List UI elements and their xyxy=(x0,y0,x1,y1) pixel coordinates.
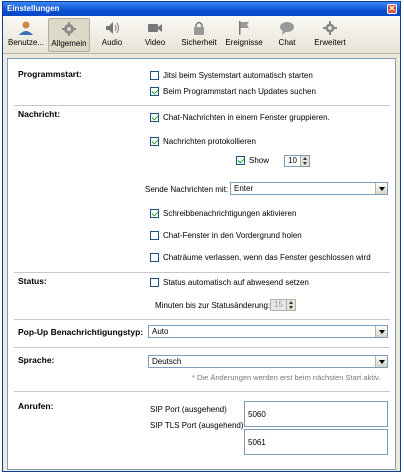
history-count-stepper[interactable] xyxy=(284,155,310,167)
restart-note: * Die Änderungen werden erst beim nächsten Start aktiv. xyxy=(192,373,381,382)
show-history-label: Show xyxy=(249,156,270,165)
settings-panel xyxy=(7,58,396,470)
autostart-label: Jitsi beim Systemstart automatisch starten xyxy=(163,71,313,80)
typing-notifications-label: Schreibbenachrichtigungen aktivieren xyxy=(163,209,297,218)
tab-label: Sicherheit xyxy=(181,38,217,47)
window-title: Einstellungen xyxy=(7,4,60,13)
divider xyxy=(14,272,390,273)
divider xyxy=(14,105,390,106)
stepper-buttons[interactable] xyxy=(286,300,295,310)
autostart-checkbox[interactable] xyxy=(150,71,159,80)
popup-type-value: Auto xyxy=(152,327,169,336)
popup-type-select[interactable] xyxy=(148,325,388,338)
tab-sicherheit[interactable] xyxy=(177,18,221,52)
flag-icon xyxy=(235,20,253,36)
sip-tls-port-input[interactable]: 5061 xyxy=(244,429,388,455)
away-minutes-value: 15 xyxy=(274,300,283,309)
bring-to-front-label: Chat-Fenster in den Vordergrund holen xyxy=(163,231,302,240)
settings-toolbar xyxy=(3,16,400,54)
tab-video[interactable] xyxy=(136,18,174,52)
popup-type-label: Pop-Up Benachrichtigungstyp: xyxy=(18,327,144,337)
tab-label: Ereignisse xyxy=(225,38,263,47)
chevron-down-icon[interactable] xyxy=(375,356,387,367)
nachricht-label: Nachricht: xyxy=(18,109,61,119)
send-with-label: Sende Nachrichten mit: xyxy=(145,185,229,194)
tab-benutzer[interactable] xyxy=(5,18,47,52)
general-settings-icon xyxy=(60,21,78,37)
auto-away-label: Status automatisch auf abwesend setzen xyxy=(163,278,309,287)
speaker-icon xyxy=(103,20,121,36)
user-icon xyxy=(17,20,35,36)
tab-ereignisse[interactable] xyxy=(222,18,266,52)
send-with-value: Enter xyxy=(234,184,254,193)
history-count-value: 10 xyxy=(288,156,297,165)
gear-icon xyxy=(321,20,339,36)
show-history-checkbox[interactable] xyxy=(236,156,245,165)
lock-icon xyxy=(190,20,208,36)
title-bar[interactable] xyxy=(3,2,400,16)
settings-window xyxy=(2,1,401,472)
tab-label: Benutze... xyxy=(7,38,45,47)
away-minutes-label: Minuten bis zur Statusänderung: xyxy=(155,301,271,310)
sip-port-label: SIP Port (ausgehend) xyxy=(150,405,227,414)
leave-rooms-label: Chaträume verlassen, wenn das Fenster geschlossen wird xyxy=(163,253,371,262)
log-messages-label: Nachrichten protokollieren xyxy=(163,137,256,146)
chevron-down-icon[interactable] xyxy=(375,183,387,194)
programmstart-label: Programmstart: xyxy=(18,69,82,79)
status-label: Status: xyxy=(18,276,47,286)
tab-chat[interactable] xyxy=(269,18,305,52)
divider xyxy=(14,319,390,320)
tab-label: Audio xyxy=(101,38,123,47)
typing-notifications-checkbox[interactable] xyxy=(150,209,159,218)
send-with-select[interactable] xyxy=(230,182,388,195)
divider xyxy=(14,391,390,392)
chat-bubble-icon xyxy=(278,20,296,36)
language-label: Sprache: xyxy=(18,355,55,365)
group-chats-label: Chat-Nachrichten in einem Fenster gruppieren. xyxy=(163,113,330,122)
sip-tls-port-label: SIP TLS Port (ausgehend) xyxy=(150,421,244,430)
language-value: Deutsch xyxy=(152,357,182,366)
tab-label: Video xyxy=(144,38,166,47)
video-camera-icon xyxy=(146,20,164,36)
sip-port-input[interactable]: 5060 xyxy=(244,401,388,427)
language-select[interactable] xyxy=(148,355,388,368)
close-button[interactable]: ✕ xyxy=(388,4,396,13)
stepper-buttons[interactable] xyxy=(300,156,309,166)
update-check-label: Beim Programmstart nach Updates suchen xyxy=(163,87,316,96)
away-minutes-stepper[interactable] xyxy=(270,299,296,311)
leave-rooms-checkbox[interactable] xyxy=(150,253,159,262)
calls-label: Anrufen: xyxy=(18,401,54,411)
tab-audio[interactable] xyxy=(93,18,131,52)
group-chats-checkbox[interactable] xyxy=(150,113,159,122)
tab-allgemein[interactable] xyxy=(48,18,90,52)
bring-to-front-checkbox[interactable] xyxy=(150,231,159,240)
divider xyxy=(14,347,390,348)
tab-label: Erweitert xyxy=(314,38,346,47)
tab-label: Chat xyxy=(278,38,296,47)
log-messages-checkbox[interactable] xyxy=(150,137,159,146)
chevron-down-icon[interactable] xyxy=(375,326,387,337)
update-check-checkbox[interactable] xyxy=(150,87,159,96)
tab-label: Allgemein xyxy=(51,39,87,48)
tab-erweitert[interactable] xyxy=(308,18,352,52)
auto-away-checkbox[interactable] xyxy=(150,278,159,287)
